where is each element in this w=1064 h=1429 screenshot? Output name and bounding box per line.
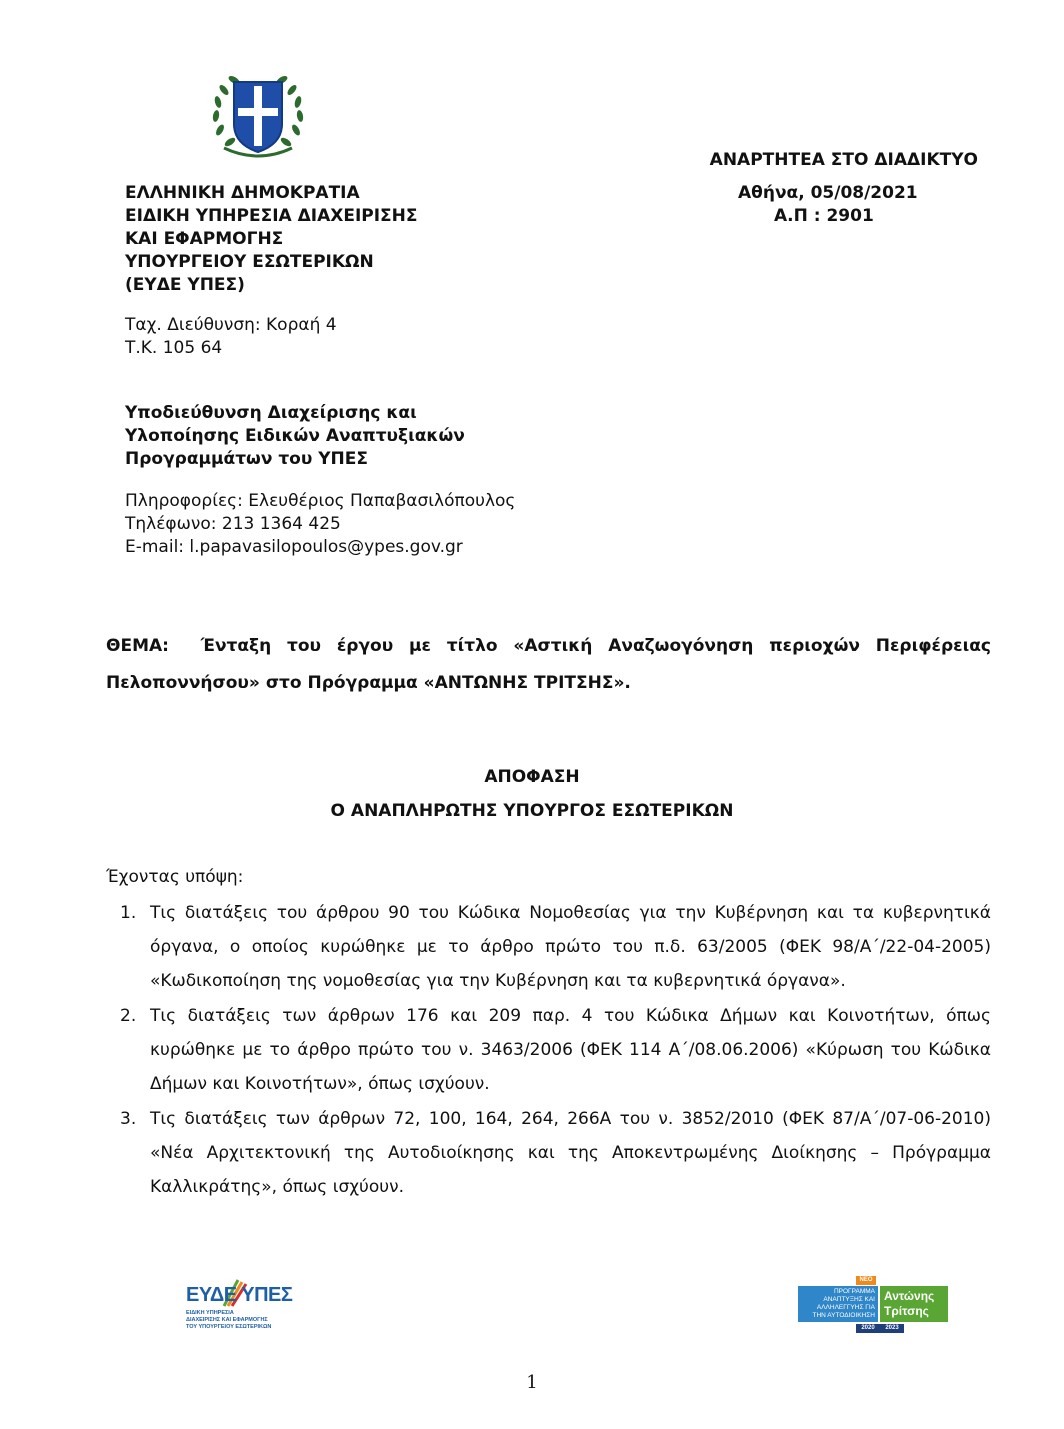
subject-label: ΘΕΜΑ: bbox=[106, 636, 169, 656]
item-text: Τις διατάξεις των άρθρων 72, 100, 164, 264, 266Α του ν. 3852/2010 (ΦΕΚ 87/Α΄/07-06-2010) «Νέα Αρχιτεκτονική της Αυτοδιοίκησης και της Αποκεντρωμένης Διοίκησης – Πρόγραμμα Καλλικράτης», όπως ισχύουν. bbox=[150, 1109, 991, 1197]
authority-line: ΚΑΙ ΕΦΑΡΜΟΓΗΣ bbox=[125, 229, 284, 249]
logo-text-line: ΑΛΛΗΛΕΓΓΥΗΣ ΓΙΑ bbox=[816, 1304, 875, 1311]
logo-text-line: ΤΗΝ ΑΥΤΟΔΙΟΙΚΗΣΗ bbox=[812, 1312, 875, 1319]
logo-tag: ΝΕΟ bbox=[856, 1276, 876, 1285]
contact-block bbox=[125, 490, 515, 559]
authority-line: ΥΠΟΥΡΓΕΙΟΥ ΕΣΩΤΕΡΙΚΩΝ bbox=[125, 252, 374, 272]
subdirectorate-line: Υποδιεύθυνση Διαχείρισης και bbox=[125, 403, 417, 423]
eyde-ypes-logo bbox=[176, 1276, 296, 1346]
item-number: 3. bbox=[120, 1109, 137, 1129]
subdirectorate-line: Προγραμμάτων του ΥΠΕΣ bbox=[125, 449, 369, 469]
item-text: Τις διατάξεις του άρθρου 90 του Κώδικα Νομοθεσίας για την Κυβέρνηση και τα κυβερνητικά όργανα, ο οποίος κυρώθηκε με το άρθρο πρώτο του π.δ. 63/2005 (ΦΕΚ 98/Α΄/22-04-2005) «Κωδικοποίηση της νομοθεσίας για την Κυβέρνηση και τα κυβερνητικά όργανα». bbox=[150, 903, 991, 991]
item-number: 1. bbox=[120, 903, 137, 923]
decision-heading: ΑΠΟΦΑΣΗ bbox=[484, 767, 580, 787]
tritsis-program-logo bbox=[798, 1276, 950, 1334]
authority-block bbox=[125, 182, 418, 297]
protocol-number: Α.Π : 2901 bbox=[774, 206, 874, 226]
address-line: Τ.Κ. 105 64 bbox=[125, 338, 223, 358]
subdirectorate-line: Υλοποίησης Ειδικών Αναπτυξιακών bbox=[125, 426, 465, 446]
date-protocol-block bbox=[738, 182, 918, 228]
item-text: Τις διατάξεις των άρθρων 176 και 209 παρ. 4 του Κώδικα Δήμων και Κοινοτήτων, όπως κυρώθηκε με το άρθρο πρώτο του ν. 3463/2006 (ΦΕΚ 114 Α΄/08.06.2006) «Κύρωση του Κώδικα Δήμων και Κοινοτήτων», όπως ισχύουν. bbox=[150, 1006, 991, 1094]
address-block bbox=[125, 314, 337, 360]
logo-text-line: ΠΡΟΓΡΑΜΜΑ bbox=[833, 1288, 875, 1295]
logo-text-line: ΑΝΑΠΤΥΞΗΣ ΚΑΙ bbox=[823, 1296, 875, 1303]
page-number: 1 bbox=[526, 1372, 538, 1393]
logo-name-line: Αντώνης bbox=[884, 1289, 935, 1303]
subject bbox=[106, 628, 991, 702]
list-item bbox=[106, 896, 991, 998]
contact-info: Πληροφορίες: Ελευθέριος Παπαβασιλόπουλος bbox=[125, 491, 516, 511]
logo-caption-line: ΤΟΥ ΥΠΟΥΡΓΕΙΟΥ ΕΣΩΤΕΡΙΚΩΝ bbox=[186, 1324, 272, 1330]
authority-line: ΕΛΛΗΝΙΚΗ ΔΗΜΟΚΡΑΤΙΑ bbox=[125, 183, 360, 203]
list-item bbox=[106, 999, 991, 1101]
decision-subheading: Ο ΑΝΑΠΛΗΡΩΤΗΣ ΥΠΟΥΡΓΟΣ ΕΣΩΤΕΡΙΚΩΝ bbox=[330, 801, 734, 821]
logo-year: 2020 bbox=[861, 1325, 875, 1331]
subject-text: Ένταξη του έργου με τίτλο «Αστική Αναζωογόνηση περιοχών Περιφέρειας Πελοποννήσου» στο Πρόγραμμα «ΑΝΤΩΝΗΣ ΤΡΙΤΣΗΣ». bbox=[106, 636, 991, 693]
authority-line: (ΕΥΔΕ ΥΠΕΣ) bbox=[125, 275, 245, 295]
logo-year: 2023 bbox=[885, 1325, 899, 1331]
greek-emblem-icon bbox=[204, 68, 312, 160]
logo-name: ΕΥΔΕ ΥΠΕΣ bbox=[186, 1284, 293, 1306]
subdirectorate-block bbox=[125, 402, 465, 471]
document-date: Αθήνα, 05/08/2021 bbox=[738, 183, 918, 203]
considerations-list bbox=[106, 896, 991, 1205]
considering-label: Έχοντας υπόψη: bbox=[106, 867, 244, 887]
logo-caption-line: ΕΙΔΙΚΗ ΥΠΗΡΕΣΙΑ bbox=[186, 1310, 234, 1316]
list-item bbox=[106, 1102, 991, 1204]
contact-email: E-mail: l.papavasilopoulos@ypes.gov.gr bbox=[125, 537, 463, 557]
item-number: 2. bbox=[120, 1006, 137, 1026]
logo-caption-line: ΔΙΑΧΕΙΡΙΣΗΣ ΚΑΙ ΕΦΑΡΜΟΓΗΣ bbox=[186, 1317, 268, 1323]
posting-notice: ΑΝΑΡΤΗΤΕΑ ΣΤΟ ΔΙΑΔΙΚΤΥΟ bbox=[709, 150, 978, 170]
logo-name-line: Τρίτσης bbox=[884, 1304, 929, 1318]
authority-line: ΕΙΔΙΚΗ ΥΠΗΡΕΣΙΑ ΔΙΑΧΕΙΡΙΣΗΣ bbox=[125, 206, 418, 226]
address-line: Ταχ. Διεύθυνση: Κοραή 4 bbox=[125, 315, 337, 335]
contact-phone: Τηλέφωνο: 213 1364 425 bbox=[125, 514, 341, 534]
